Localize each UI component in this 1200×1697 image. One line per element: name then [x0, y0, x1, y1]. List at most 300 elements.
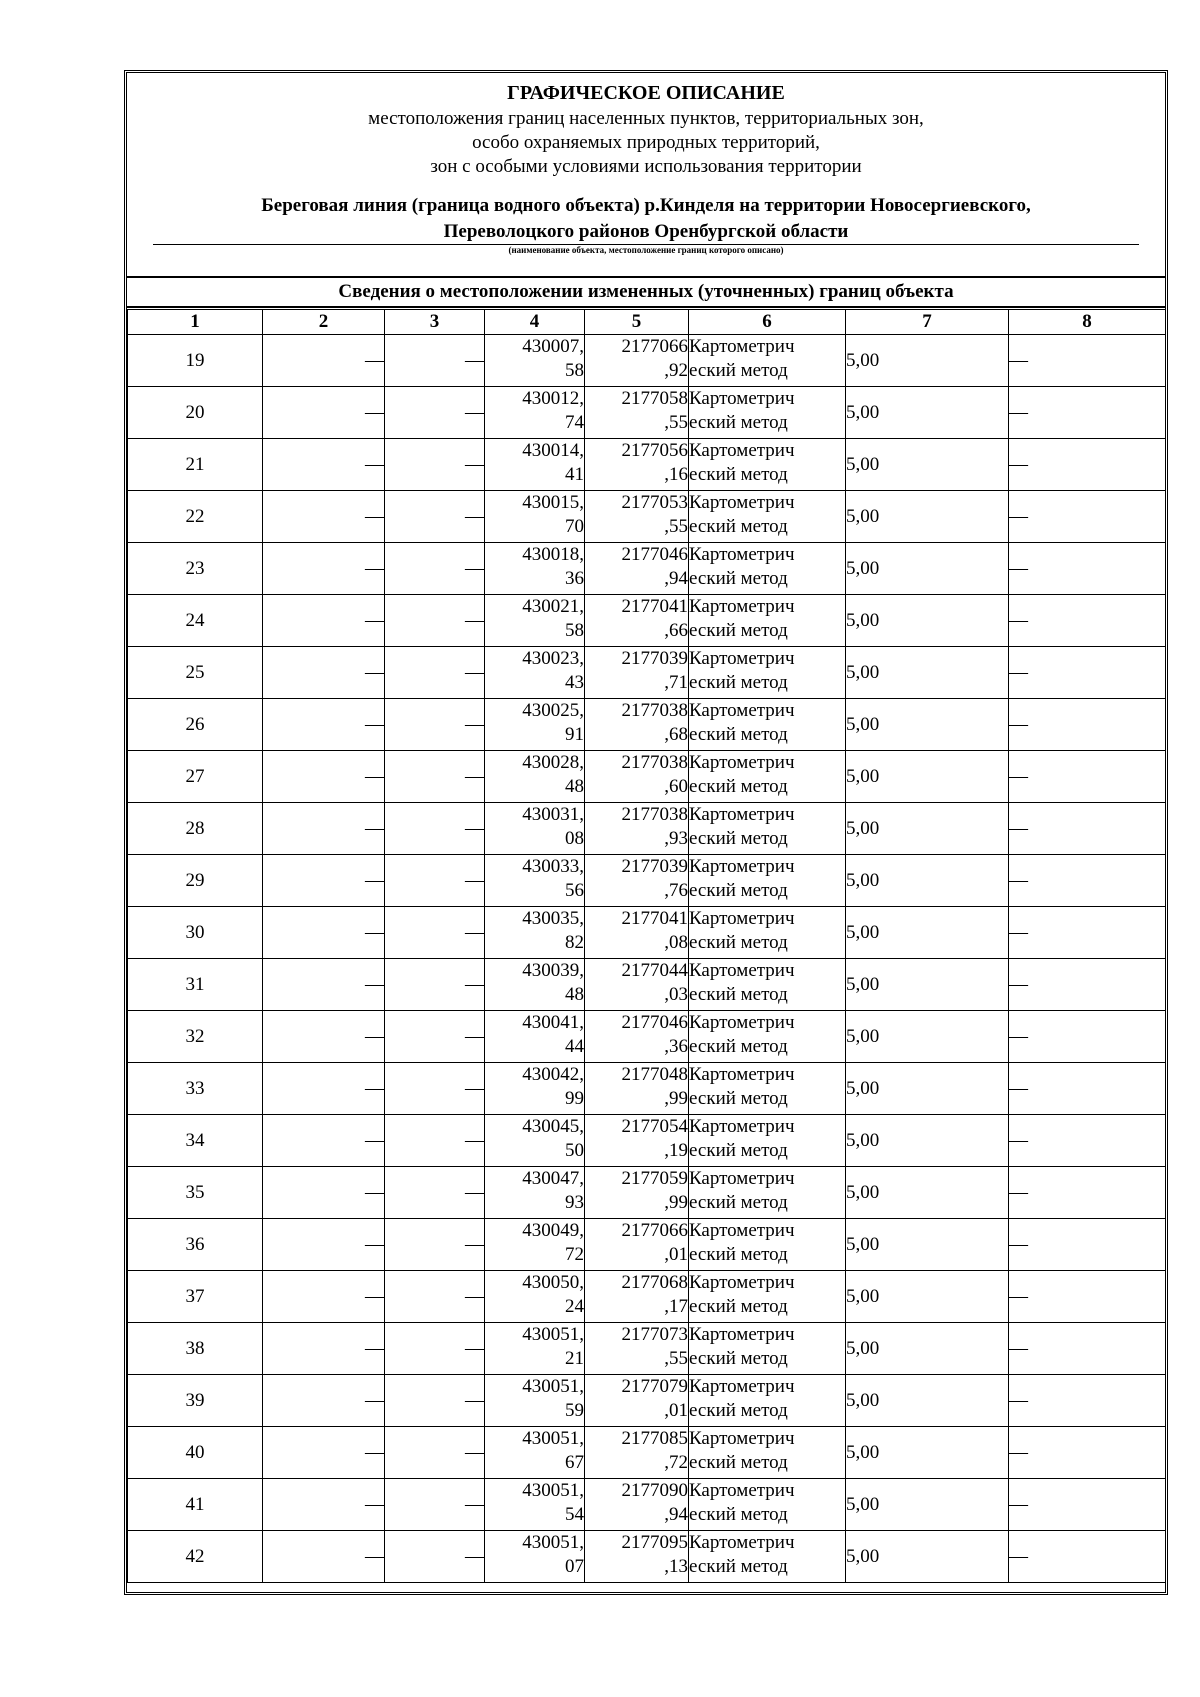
- coordinate-y-line-2: ,72: [664, 1452, 688, 1473]
- method-line-1: Картометрич: [689, 1116, 795, 1137]
- column-3-cell: —: [385, 907, 485, 959]
- column-3-cell: —: [385, 1375, 485, 1427]
- method-line-1: Картометрич: [689, 1220, 795, 1241]
- table-row: [128, 1063, 1166, 1115]
- column-2-cell: —: [263, 803, 385, 855]
- coordinate-y-cell: [585, 1167, 689, 1219]
- point-number-cell: 32: [128, 1011, 263, 1063]
- method-line-2: еский метод: [689, 1088, 788, 1109]
- column-2-cell: —: [263, 387, 385, 439]
- section-divider-bottom: [127, 306, 1165, 308]
- table-row: [128, 1219, 1166, 1271]
- column-8-cell: —: [1009, 907, 1166, 959]
- table-row: [128, 699, 1166, 751]
- column-header-5: 5: [585, 310, 689, 335]
- column-header-1: 1: [128, 310, 263, 335]
- coordinate-y-line-1: 2177058: [621, 388, 688, 409]
- coordinate-y-line-1: 2177039: [621, 648, 688, 669]
- document-title: ГРАФИЧЕСКОЕ ОПИСАНИЕ: [507, 82, 785, 104]
- coordinate-x-line-2: 08: [565, 828, 584, 849]
- coordinate-x-cell: [485, 1375, 585, 1427]
- coordinate-y-cell: [585, 1115, 689, 1167]
- coordinate-x-line-2: 99: [565, 1088, 584, 1109]
- coordinate-x-cell: [485, 855, 585, 907]
- column-2-cell: —: [263, 1531, 385, 1583]
- table-row: [128, 1427, 1166, 1479]
- coordinate-x-line-2: 07: [565, 1556, 584, 1577]
- coordinate-x-line-1: 430051,: [522, 1324, 584, 1345]
- accuracy-cell: 5,00: [846, 1427, 1009, 1479]
- coordinate-x-line-2: 74: [565, 412, 584, 433]
- coordinate-y-line-2: ,76: [664, 880, 688, 901]
- column-3-cell: —: [385, 335, 485, 387]
- coordinate-x-cell: [485, 1531, 585, 1583]
- method-cell: [689, 1271, 846, 1323]
- coordinate-x-line-1: 430007,: [522, 336, 584, 357]
- coordinate-y-line-2: ,08: [664, 932, 688, 953]
- coordinate-y-line-2: ,01: [664, 1400, 688, 1421]
- coordinate-y-line-2: ,99: [664, 1088, 688, 1109]
- method-line-2: еский метод: [689, 620, 788, 641]
- coordinate-y-line-1: 2177066: [621, 1220, 688, 1241]
- column-3-cell: —: [385, 1531, 485, 1583]
- accuracy-cell: 5,00: [846, 1479, 1009, 1531]
- column-3-cell: —: [385, 803, 485, 855]
- column-8-cell: —: [1009, 699, 1166, 751]
- coordinate-x-line-1: 430014,: [522, 440, 584, 461]
- coordinate-y-line-2: ,55: [664, 516, 688, 537]
- coordinate-y-cell: [585, 751, 689, 803]
- method-line-2: еский метод: [689, 932, 788, 953]
- point-number-cell: 34: [128, 1115, 263, 1167]
- coordinate-x-line-1: 430051,: [522, 1480, 584, 1501]
- column-3-cell: —: [385, 1479, 485, 1531]
- table-row: [128, 907, 1166, 959]
- method-line-1: Картометрич: [689, 1012, 795, 1033]
- accuracy-cell: 5,00: [846, 1375, 1009, 1427]
- coordinate-y-line-2: ,94: [664, 568, 688, 589]
- coordinate-x-line-2: 54: [565, 1504, 584, 1525]
- coordinate-y-line-1: 2177038: [621, 700, 688, 721]
- coordinate-y-line-2: ,60: [664, 776, 688, 797]
- coordinate-y-line-2: ,01: [664, 1244, 688, 1265]
- column-8-cell: —: [1009, 439, 1166, 491]
- table-row: [128, 1115, 1166, 1167]
- column-2-cell: —: [263, 595, 385, 647]
- accuracy-cell: 5,00: [846, 1219, 1009, 1271]
- coordinate-y-cell: [585, 855, 689, 907]
- coordinate-y-cell: [585, 907, 689, 959]
- coordinate-x-line-2: 59: [565, 1400, 584, 1421]
- coordinate-x-cell: [485, 387, 585, 439]
- method-line-1: Картометрич: [689, 440, 795, 461]
- column-2-cell: —: [263, 543, 385, 595]
- method-cell: [689, 543, 846, 595]
- coordinate-x-cell: [485, 647, 585, 699]
- coordinate-y-cell: [585, 1531, 689, 1583]
- method-cell: [689, 1219, 846, 1271]
- point-number-cell: 25: [128, 647, 263, 699]
- table-body: [128, 335, 1166, 1583]
- column-8-cell: —: [1009, 855, 1166, 907]
- column-3-cell: —: [385, 959, 485, 1011]
- method-cell: [689, 751, 846, 803]
- column-3-cell: —: [385, 855, 485, 907]
- column-3-cell: —: [385, 387, 485, 439]
- method-line-1: Картометрич: [689, 388, 795, 409]
- point-number-cell: 28: [128, 803, 263, 855]
- column-2-cell: —: [263, 855, 385, 907]
- coordinate-x-line-2: 58: [565, 360, 584, 381]
- method-cell: [689, 803, 846, 855]
- column-header-2: 2: [263, 310, 385, 335]
- point-number-cell: 39: [128, 1375, 263, 1427]
- column-3-cell: —: [385, 1271, 485, 1323]
- column-8-cell: —: [1009, 1271, 1166, 1323]
- point-number-cell: 21: [128, 439, 263, 491]
- coordinate-x-cell: [485, 1167, 585, 1219]
- table-row: [128, 1167, 1166, 1219]
- coordinate-y-line-1: 2177053: [621, 492, 688, 513]
- coordinate-x-line-1: 430049,: [522, 1220, 584, 1241]
- coordinate-x-cell: [485, 1323, 585, 1375]
- column-8-cell: —: [1009, 803, 1166, 855]
- coordinate-x-cell: [485, 543, 585, 595]
- coordinate-x-line-1: 430045,: [522, 1116, 584, 1137]
- accuracy-cell: 5,00: [846, 647, 1009, 699]
- table-row: [128, 1323, 1166, 1375]
- column-8-cell: —: [1009, 543, 1166, 595]
- column-2-cell: —: [263, 1063, 385, 1115]
- method-cell: [689, 335, 846, 387]
- method-line-2: еский метод: [689, 1140, 788, 1161]
- method-cell: [689, 1323, 846, 1375]
- coordinate-y-line-1: 2177066: [621, 336, 688, 357]
- table-row: [128, 751, 1166, 803]
- column-3-cell: —: [385, 1011, 485, 1063]
- method-line-2: еский метод: [689, 828, 788, 849]
- coordinate-y-line-2: ,55: [664, 1348, 688, 1369]
- coordinate-y-line-1: 2177046: [621, 1012, 688, 1033]
- point-number-cell: 42: [128, 1531, 263, 1583]
- table-row: [128, 959, 1166, 1011]
- method-cell: [689, 699, 846, 751]
- column-8-cell: —: [1009, 1167, 1166, 1219]
- object-name-line-2: Переволоцкого районов Оренбургской области: [443, 221, 849, 242]
- coordinate-y-cell: [585, 1323, 689, 1375]
- coordinate-x-line-2: 67: [565, 1452, 584, 1473]
- column-header-3: 3: [385, 310, 485, 335]
- column-2-cell: —: [263, 439, 385, 491]
- coordinate-x-line-1: 430012,: [522, 388, 584, 409]
- method-line-2: еский метод: [689, 1036, 788, 1057]
- point-number-cell: 26: [128, 699, 263, 751]
- column-2-cell: —: [263, 751, 385, 803]
- accuracy-cell: 5,00: [846, 1011, 1009, 1063]
- method-line-2: еский метод: [689, 412, 788, 433]
- coordinate-y-line-1: 2177095: [621, 1532, 688, 1553]
- coordinate-y-cell: [585, 1479, 689, 1531]
- coordinate-x-line-2: 48: [565, 984, 584, 1005]
- coordinate-y-line-2: ,71: [664, 672, 688, 693]
- method-line-1: Картометрич: [689, 1532, 795, 1553]
- method-line-1: Картометрич: [689, 960, 795, 981]
- coordinate-x-cell: [485, 1063, 585, 1115]
- coordinate-y-line-2: ,55: [664, 412, 688, 433]
- column-8-cell: —: [1009, 595, 1166, 647]
- column-2-cell: —: [263, 907, 385, 959]
- coordinate-y-line-1: 2177073: [621, 1324, 688, 1345]
- coordinate-x-line-1: 430018,: [522, 544, 584, 565]
- object-name: [127, 193, 1165, 245]
- column-3-cell: —: [385, 595, 485, 647]
- coordinate-x-line-2: 24: [565, 1296, 584, 1317]
- document-header: [127, 73, 1165, 279]
- table-row: [128, 1531, 1166, 1583]
- coordinate-x-line-1: 430028,: [522, 752, 584, 773]
- column-2-cell: —: [263, 1011, 385, 1063]
- accuracy-cell: 5,00: [846, 387, 1009, 439]
- coordinate-x-line-2: 91: [565, 724, 584, 745]
- method-line-1: Картометрич: [689, 648, 795, 669]
- coordinate-x-cell: [485, 595, 585, 647]
- coordinate-y-cell: [585, 647, 689, 699]
- coordinate-x-cell: [485, 1115, 585, 1167]
- coordinate-y-line-1: 2177059: [621, 1168, 688, 1189]
- point-number-cell: 35: [128, 1167, 263, 1219]
- coordinate-x-cell: [485, 1427, 585, 1479]
- method-cell: [689, 1167, 846, 1219]
- table-row: [128, 543, 1166, 595]
- coordinate-y-line-2: ,17: [664, 1296, 688, 1317]
- method-line-1: Картометрич: [689, 492, 795, 513]
- coordinate-x-cell: [485, 1219, 585, 1271]
- point-number-cell: 33: [128, 1063, 263, 1115]
- coordinate-y-cell: [585, 803, 689, 855]
- column-8-cell: —: [1009, 647, 1166, 699]
- column-number-row: [128, 310, 1166, 335]
- coordinate-x-cell: [485, 335, 585, 387]
- coordinate-x-line-1: 430015,: [522, 492, 584, 513]
- column-2-cell: —: [263, 1375, 385, 1427]
- column-8-cell: —: [1009, 387, 1166, 439]
- coordinate-x-line-1: 430041,: [522, 1012, 584, 1033]
- method-line-1: Картометрич: [689, 596, 795, 617]
- point-number-cell: 27: [128, 751, 263, 803]
- column-3-cell: —: [385, 1167, 485, 1219]
- accuracy-cell: 5,00: [846, 1167, 1009, 1219]
- method-line-1: Картометрич: [689, 1168, 795, 1189]
- coordinate-x-line-2: 70: [565, 516, 584, 537]
- object-name-caption: (наименование объекта, местоположение границ которого описано): [508, 245, 784, 255]
- coordinate-x-line-2: 82: [565, 932, 584, 953]
- column-3-cell: —: [385, 1219, 485, 1271]
- coordinate-x-line-1: 430031,: [522, 804, 584, 825]
- accuracy-cell: 5,00: [846, 543, 1009, 595]
- subtitle-line-2: особо охраняемых природных территорий,: [472, 132, 820, 153]
- column-header-4: 4: [485, 310, 585, 335]
- method-cell: [689, 1427, 846, 1479]
- method-line-2: еский метод: [689, 360, 788, 381]
- method-line-1: Картометрич: [689, 1272, 795, 1293]
- coordinate-y-line-1: 2177079: [621, 1376, 688, 1397]
- coordinate-y-cell: [585, 1063, 689, 1115]
- object-name-line-1: Береговая линия (граница водного объекта) р.Кинделя на территории Новосергиевского,: [261, 195, 1031, 216]
- method-line-2: еский метод: [689, 1296, 788, 1317]
- coordinate-y-line-2: ,68: [664, 724, 688, 745]
- method-line-2: еский метод: [689, 880, 788, 901]
- accuracy-cell: 5,00: [846, 595, 1009, 647]
- column-8-cell: —: [1009, 1011, 1166, 1063]
- accuracy-cell: 5,00: [846, 855, 1009, 907]
- table-row: [128, 595, 1166, 647]
- coordinate-x-cell: [485, 439, 585, 491]
- method-line-1: Картометрич: [689, 856, 795, 877]
- method-line-1: Картометрич: [689, 804, 795, 825]
- point-number-cell: 40: [128, 1427, 263, 1479]
- coordinate-x-line-2: 48: [565, 776, 584, 797]
- accuracy-cell: 5,00: [846, 491, 1009, 543]
- accuracy-cell: 5,00: [846, 907, 1009, 959]
- table-row: [128, 647, 1166, 699]
- column-3-cell: —: [385, 1323, 485, 1375]
- coordinate-y-line-1: 2177039: [621, 856, 688, 877]
- coordinate-y-line-2: ,92: [664, 360, 688, 381]
- method-cell: [689, 1063, 846, 1115]
- coordinate-x-line-2: 36: [565, 568, 584, 589]
- method-line-1: Картометрич: [689, 700, 795, 721]
- coordinate-y-line-1: 2177038: [621, 804, 688, 825]
- column-3-cell: —: [385, 699, 485, 751]
- point-number-cell: 20: [128, 387, 263, 439]
- method-line-2: еский метод: [689, 464, 788, 485]
- coordinate-y-line-1: 2177090: [621, 1480, 688, 1501]
- coordinate-y-line-2: ,93: [664, 828, 688, 849]
- coordinate-x-line-1: 430042,: [522, 1064, 584, 1085]
- method-cell: [689, 595, 846, 647]
- coordinate-y-line-2: ,66: [664, 620, 688, 641]
- method-line-1: Картометрич: [689, 544, 795, 565]
- coordinate-x-cell: [485, 959, 585, 1011]
- method-line-2: еский метод: [689, 776, 788, 797]
- method-line-2: еский метод: [689, 1452, 788, 1473]
- coordinate-y-line-2: ,16: [664, 464, 688, 485]
- accuracy-cell: 5,00: [846, 1271, 1009, 1323]
- coordinate-y-line-1: 2177041: [621, 596, 688, 617]
- method-cell: [689, 387, 846, 439]
- coordinate-x-line-1: 430047,: [522, 1168, 584, 1189]
- point-number-cell: 29: [128, 855, 263, 907]
- method-cell: [689, 855, 846, 907]
- method-cell: [689, 647, 846, 699]
- coordinate-y-cell: [585, 1011, 689, 1063]
- coordinate-x-line-1: 430025,: [522, 700, 584, 721]
- coordinate-x-line-2: 21: [565, 1348, 584, 1369]
- coordinate-x-line-1: 430051,: [522, 1428, 584, 1449]
- column-8-cell: —: [1009, 1115, 1166, 1167]
- coordinate-y-cell: [585, 1375, 689, 1427]
- column-3-cell: —: [385, 1115, 485, 1167]
- column-3-cell: —: [385, 491, 485, 543]
- method-cell: [689, 1479, 846, 1531]
- method-line-1: Картометрич: [689, 1064, 795, 1085]
- method-cell: [689, 439, 846, 491]
- method-line-1: Картометрич: [689, 336, 795, 357]
- point-number-cell: 24: [128, 595, 263, 647]
- table-row: [128, 1479, 1166, 1531]
- subtitle-line-1: местоположения границ населенных пунктов, территориальных зон,: [368, 108, 924, 129]
- method-line-2: еский метод: [689, 1504, 788, 1525]
- method-cell: [689, 1531, 846, 1583]
- coordinate-x-cell: [485, 1271, 585, 1323]
- coordinate-x-line-1: 430033,: [522, 856, 584, 877]
- column-2-cell: —: [263, 1271, 385, 1323]
- coordinate-y-cell: [585, 387, 689, 439]
- method-line-1: Картометрич: [689, 908, 795, 929]
- point-number-cell: 22: [128, 491, 263, 543]
- accuracy-cell: 5,00: [846, 751, 1009, 803]
- table-row: [128, 491, 1166, 543]
- table-row: [128, 335, 1166, 387]
- column-8-cell: —: [1009, 335, 1166, 387]
- accuracy-cell: 5,00: [846, 1323, 1009, 1375]
- column-2-cell: —: [263, 1115, 385, 1167]
- coordinate-x-cell: [485, 1011, 585, 1063]
- table-row: [128, 387, 1166, 439]
- coordinate-y-line-1: 2177048: [621, 1064, 688, 1085]
- point-number-cell: 38: [128, 1323, 263, 1375]
- column-3-cell: —: [385, 543, 485, 595]
- method-cell: [689, 959, 846, 1011]
- table-row: [128, 855, 1166, 907]
- coordinate-y-line-1: 2177054: [621, 1116, 688, 1137]
- method-cell: [689, 1375, 846, 1427]
- coordinate-x-line-2: 58: [565, 620, 584, 641]
- column-3-cell: —: [385, 1063, 485, 1115]
- method-line-2: еский метод: [689, 568, 788, 589]
- method-line-2: еский метод: [689, 1244, 788, 1265]
- coordinate-y-cell: [585, 699, 689, 751]
- table-row: [128, 1271, 1166, 1323]
- section-title: Сведения о местоположении измененных (уточненных) границ объекта: [338, 281, 954, 302]
- point-number-cell: 23: [128, 543, 263, 595]
- coordinate-y-line-1: 2177044: [621, 960, 688, 981]
- method-line-2: еский метод: [689, 1400, 788, 1421]
- column-header-6: 6: [689, 310, 846, 335]
- column-2-cell: —: [263, 491, 385, 543]
- coordinate-x-cell: [485, 699, 585, 751]
- column-3-cell: —: [385, 647, 485, 699]
- method-line-1: Картометрич: [689, 1428, 795, 1449]
- accuracy-cell: 5,00: [846, 1063, 1009, 1115]
- column-2-cell: —: [263, 1323, 385, 1375]
- column-2-cell: —: [263, 959, 385, 1011]
- accuracy-cell: 5,00: [846, 699, 1009, 751]
- coordinate-x-line-1: 430050,: [522, 1272, 584, 1293]
- column-2-cell: —: [263, 1479, 385, 1531]
- coordinate-x-line-1: 430039,: [522, 960, 584, 981]
- coordinate-x-line-2: 56: [565, 880, 584, 901]
- coordinate-y-line-1: 2177056: [621, 440, 688, 461]
- coordinate-y-line-2: ,03: [664, 984, 688, 1005]
- accuracy-cell: 5,00: [846, 959, 1009, 1011]
- point-number-cell: 36: [128, 1219, 263, 1271]
- table-row: [128, 1375, 1166, 1427]
- coordinate-x-cell: [485, 491, 585, 543]
- column-3-cell: —: [385, 439, 485, 491]
- column-8-cell: —: [1009, 1531, 1166, 1583]
- coordinate-x-line-2: 44: [565, 1036, 584, 1057]
